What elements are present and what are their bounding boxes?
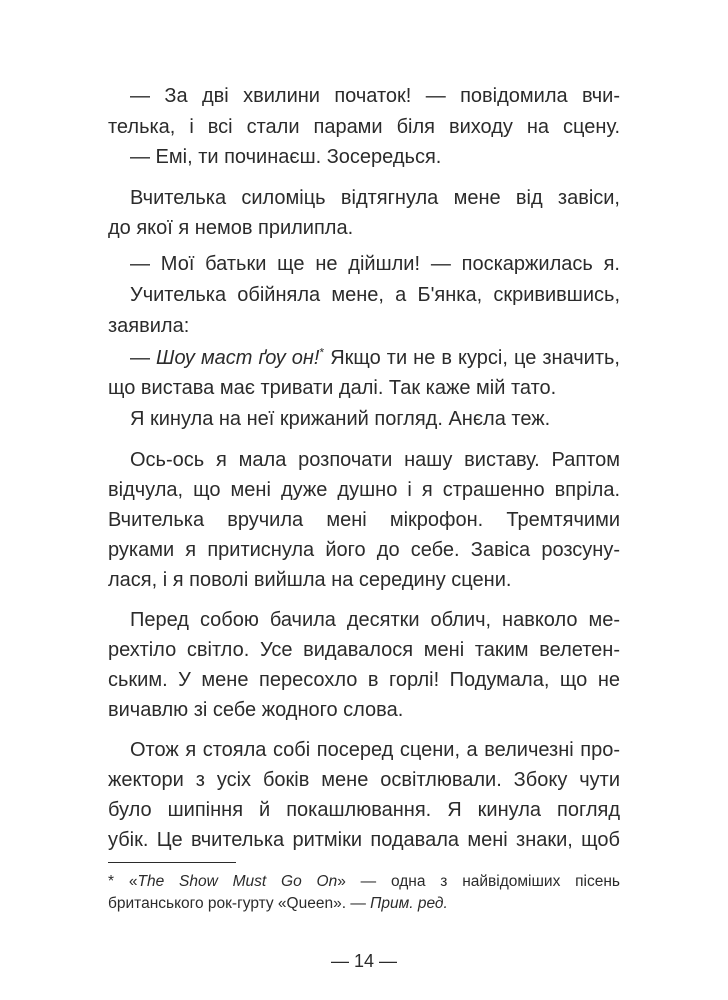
text-line: рехтіло світло. Усе видавалося мені таким велетен-: [108, 639, 620, 661]
text-line: руками я притиснула його до себе. Завіса розсуну-: [108, 539, 620, 561]
text-line: було шипіння й покашлювання. Я кинула погляд: [108, 799, 620, 821]
text-line: Учителька обійняла мене, а Б'янка, скривившись,: [130, 284, 620, 306]
text-line-mixed: [130, 346, 620, 370]
text-line: — Мої батьки ще не дійшли! — поскаржилась я.: [130, 253, 620, 275]
text-line: Вчителька силоміць відтягнула мене від завіси,: [130, 187, 620, 209]
text-line: убік. Це вчителька ритміки подавала мені знаки, щоб: [108, 829, 620, 851]
dash: —: [130, 347, 150, 369]
text-line: ським. У мене пересохло в горлі! Подумала, що не: [108, 669, 620, 691]
footnote-title: The Show Must Go On: [137, 873, 338, 890]
text-line: Ось-ось я мала розпочати нашу виставу. Раптом: [130, 449, 620, 471]
text-line: жектори з усіх боків мене освітлювали. Збоку чути: [108, 769, 620, 791]
text-line: до якої я немов прилипла.: [108, 217, 354, 239]
text-line: Вчителька вручила мені мікрофон. Тремтячими: [108, 509, 620, 531]
text-line: відчула, що мені дуже душно і я страшенно впріла.: [108, 479, 620, 501]
text-line: — За дві хвилини початок! — повідомила вчи-: [130, 85, 620, 107]
footnote-line: [108, 872, 620, 892]
text-line: — Емі, ти починаєш. Зосередься.: [130, 146, 442, 168]
text-line: лася, і я поволі вийшла на середину сцени.: [108, 569, 512, 591]
text-line: телька, і всі стали парами біля виходу на сцену.: [108, 116, 620, 138]
text-line: Перед собою бачила десятки облич, навколо ме-: [130, 609, 620, 631]
footnote-quote: «: [128, 873, 138, 890]
footnote-divider: [108, 862, 236, 863]
text-line: Я кинула на неї крижаний погляд. Анєла теж.: [130, 408, 551, 430]
text-line: Отож я стояла собі посеред сцени, а величезні про-: [130, 739, 620, 761]
footnote-line: [108, 894, 620, 914]
text-fragment: Якщо ти не в курсі, це значить,: [330, 347, 620, 369]
footnote-text: британського рок-гурту «Queen». —: [108, 895, 371, 912]
italic-phrase: Шоу маст ґоу он!: [156, 347, 320, 369]
text-line: вичавлю зі себе жодного слова.: [108, 699, 404, 721]
text-line: заявила:: [108, 315, 190, 337]
text-line: що вистава має тривати далі. Так каже мій тато.: [108, 377, 557, 399]
footnote-text: » — одна з найвідоміших пісень: [337, 873, 620, 890]
footnote-marker: *: [319, 345, 325, 360]
page-number: — 14 —: [330, 951, 398, 971]
footnote-marker: *: [108, 873, 115, 890]
footnote-note: Прим. ред.: [370, 895, 448, 912]
